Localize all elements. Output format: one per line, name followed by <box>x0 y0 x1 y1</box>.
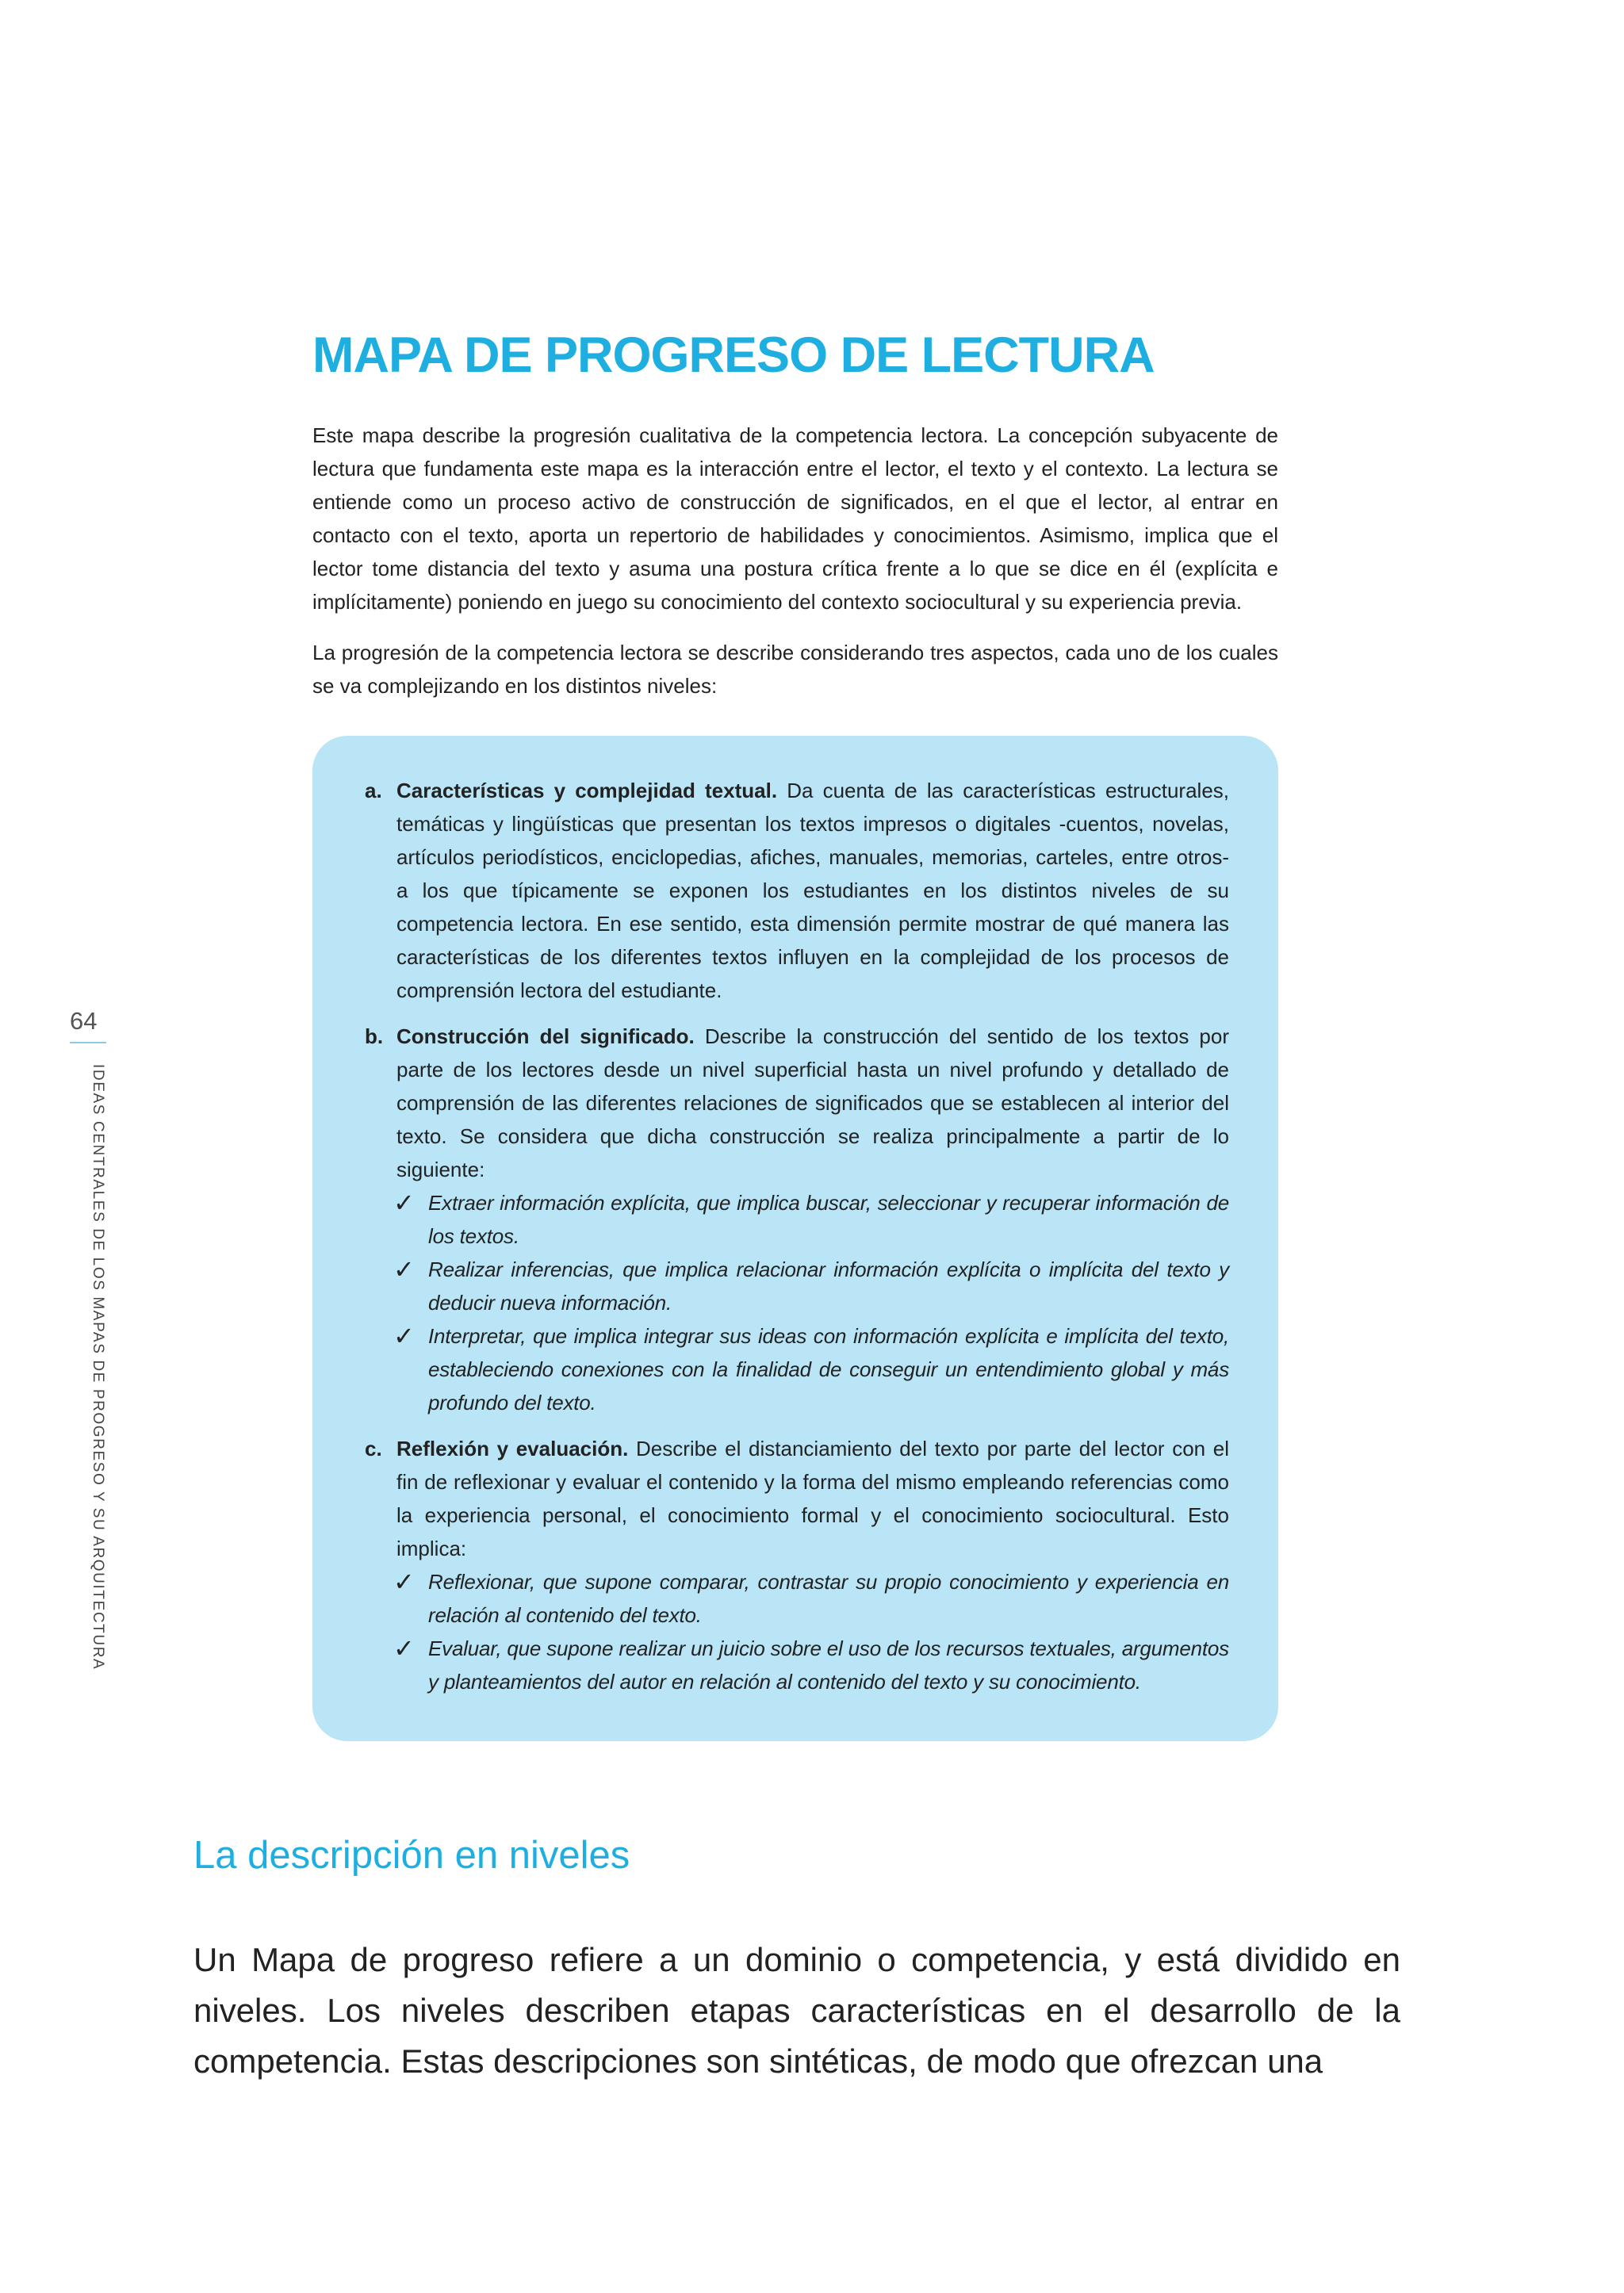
check-list-item <box>393 1253 1229 1319</box>
check-list-item <box>393 1186 1229 1253</box>
aspect-description: Describe el distanciamiento del texto por parte del lector con el fin de reflexionar y evaluar el contenido y la forma del mismo empleando referencias como la experiencia personal, el conocimiento formal y el conocimiento sociocultural. Esto implica: <box>396 1437 1229 1560</box>
page-number: 64 <box>70 1007 98 1035</box>
aspect-title: Características y complejidad textual. <box>396 779 778 802</box>
check-list-item <box>393 1565 1229 1632</box>
intro-text <box>312 419 1278 720</box>
check-text: Extraer información explícita, que implica buscar, seleccionar y recuperar información de los textos. <box>428 1191 1229 1248</box>
aspect-list <box>365 774 1229 1711</box>
checkmark-icon: ✓ <box>393 1188 415 1218</box>
aspect-description: Describe la construcción del sentido de los textos por parte de los lectores desde un nivel superficial hasta un nivel profundo y detallado de comprensión de las diferentes relaciones de significados que se establecen al interior del texto. Se considera que dicha construcción se realiza principalmente a partir de lo siguiente: <box>396 1024 1230 1181</box>
check-text: Realizar inferencias, que implica relacionar información explícita o implícita del texto y deducir nueva información. <box>428 1258 1229 1315</box>
check-list-item <box>393 1319 1229 1419</box>
aspects-box <box>312 736 1278 1741</box>
aspect-title: Construcción del significado. <box>396 1024 695 1048</box>
check-text: Evaluar, que supone realizar un juicio sobre el uso de los recursos textuales, argumentos y planteamientos del autor en relación al contenido del texto y su conocimiento. <box>428 1636 1229 1694</box>
aspect-item-c <box>365 1432 1229 1698</box>
aspect-item-a <box>365 774 1229 1007</box>
aspect-letter: a. <box>365 779 382 802</box>
section-title: La descripción en niveles <box>193 1834 630 1877</box>
intro-paragraph: La progresión de la competencia lectora se describe considerando tres aspectos, cada uno de los cuales se va complejizando en los distintos niveles: <box>312 641 1278 698</box>
running-header: IDEAS CENTRALES DE LOS MAPAS DE PROGRESO Y SU ARQUITECTURA <box>90 1064 106 1671</box>
page-title: MAPA DE PROGRESO DE LECTURA <box>312 327 1155 383</box>
check-text: Reflexionar, que supone comparar, contrastar su propio conocimiento y experiencia en relación al contenido del texto. <box>428 1570 1229 1627</box>
aspect-item-b <box>365 1020 1229 1419</box>
aspect-letter: b. <box>365 1024 384 1048</box>
aspect-description: Da cuenta de las características estructurales, temáticas y lingüísticas que presentan los textos impresos o digitales -cuentos, novelas, artículos periodísticos, enciclopedias, afiches, manuales, memorias, carteles, entre otros- a los que típicamente se exponen los estudiantes en los distintos niveles de su competencia lectora. En ese sentido, esta dimensión permite mostrar de qué manera las características de los diferentes textos influyen en la complejidad de los procesos de comprensión lectora del estudiante. <box>396 779 1230 1002</box>
aspect-title: Reflexión y evaluación. <box>396 1437 629 1460</box>
aspect-letter: c. <box>365 1437 382 1460</box>
checkmark-icon: ✓ <box>393 1567 415 1597</box>
check-text: Interpretar, que implica integrar sus ideas con información explícita e implícita del texto, estableciendo conexiones con la finalidad de conseguir un entendimiento global y más profundo del texto. <box>428 1324 1229 1414</box>
checkmark-icon: ✓ <box>393 1254 415 1284</box>
checkmark-icon: ✓ <box>393 1633 415 1663</box>
page-number-divider <box>70 1042 106 1043</box>
section-body: Un Mapa de progreso refiere a un dominio o competencia, y está dividido en niveles. Los niveles describen etapas características en el desarrollo de la competencia. Estas descripciones son sintéticas, de modo que ofrezcan una <box>193 1941 1400 2080</box>
intro-paragraph: Este mapa describe la progresión cualitativa de la competencia lectora. La concepción subyacente de lectura que fundamenta este mapa es la interacción entre el lector, el texto y el contexto. La lectura se entiende como un proceso activo de construcción de significados, en el que el lector, al entrar en contacto con el texto, aporta un repertorio de habilidades y conocimientos. Asimismo, implica que el lector tome distancia del texto y asuma una postura crítica frente a lo que se dice en él (explícita e implícitamente) poniendo en juego su conocimiento del contexto sociocultural y su experiencia previa. <box>312 423 1278 614</box>
check-list-item <box>393 1632 1229 1698</box>
checkmark-icon: ✓ <box>393 1321 415 1351</box>
